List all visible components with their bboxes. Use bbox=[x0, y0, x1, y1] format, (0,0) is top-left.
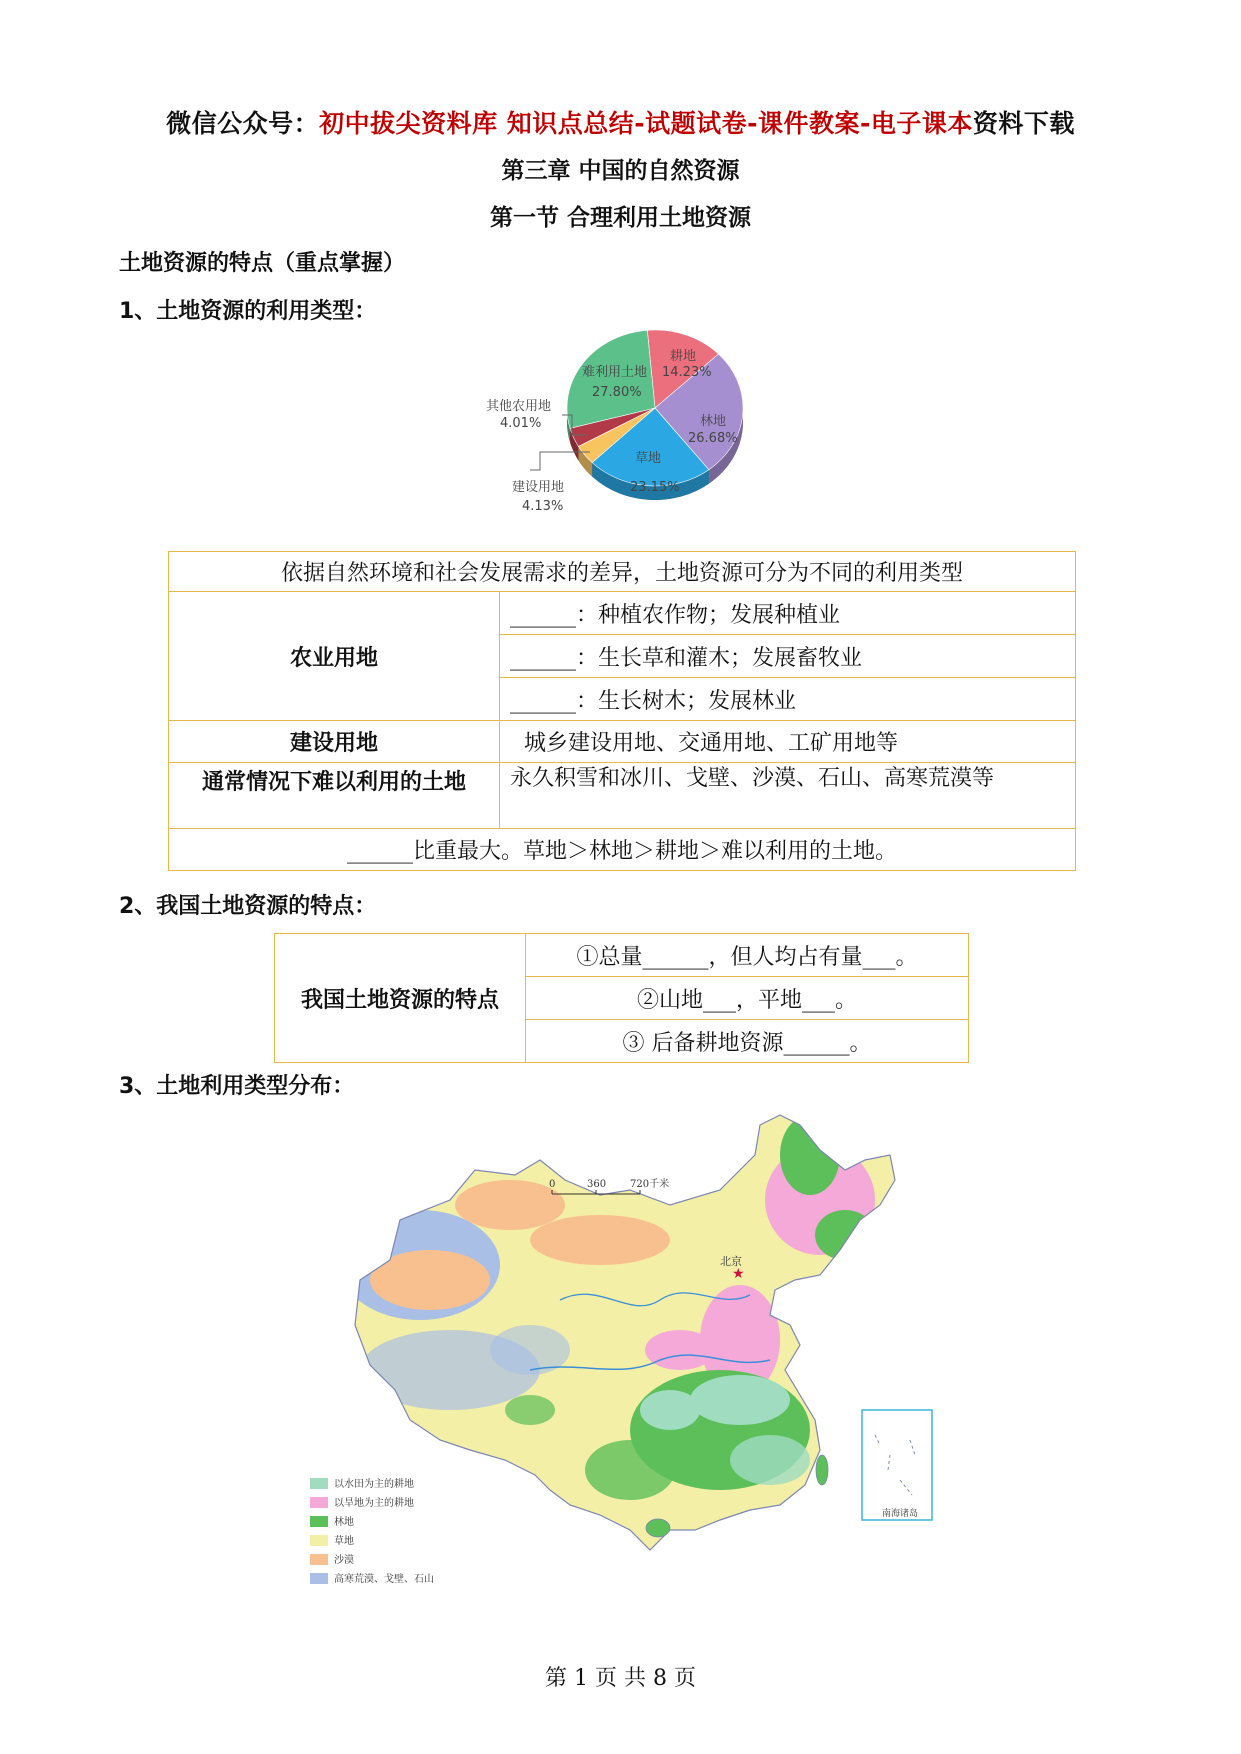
agri-row-forest: ______：生长树木；发展林业 bbox=[500, 678, 1076, 721]
pie-label-hard: 难利用土地 bbox=[582, 365, 648, 380]
pie-value-construction: 4.13% bbox=[522, 499, 564, 514]
build-label: 建设用地 bbox=[169, 721, 500, 763]
topic-heading: 土地资源的特点（重点掌握） bbox=[119, 251, 406, 276]
page-footer: 第 1 页 共 8 页 bbox=[545, 1666, 696, 1691]
scale-zero: 0 bbox=[549, 1179, 556, 1190]
pie-label-other-agri: 其他农用地 bbox=[486, 399, 552, 414]
hard-land-value: 永久积雪和冰川、戈壁、沙漠、石山、高寒荒漠等 bbox=[500, 763, 1076, 829]
heading-characteristics: 2、我国土地资源的特点： bbox=[119, 894, 377, 919]
characteristic-2: ②山地___，平地___。 bbox=[526, 977, 969, 1020]
heading-land-use-types: 1、土地资源的利用类型： bbox=[119, 299, 377, 324]
pie-label-farmland: 耕地 bbox=[670, 349, 697, 364]
header-highlight: 初中拔尖资料库 知识点总结-试题试卷-课件教案-电子课本 bbox=[319, 109, 973, 138]
pie-label-grassland: 草地 bbox=[635, 451, 662, 466]
table1-intro: 依据自然环境和社会发展需求的差异，土地资源可分为不同的利用类型 bbox=[169, 552, 1076, 592]
legend-swatch-grass bbox=[310, 1535, 328, 1546]
capital-label: 北京 bbox=[720, 1255, 742, 1268]
pie-value-hard: 27.80% bbox=[592, 385, 642, 400]
legend-swatch-desert bbox=[310, 1554, 328, 1565]
south-sea-inset bbox=[862, 1410, 932, 1520]
agri-row-grassland: ______：生长草和灌木；发展畜牧业 bbox=[500, 635, 1076, 678]
pie-value-other-agri: 4.01% bbox=[500, 416, 542, 431]
chapter-title: 第三章 中国的自然资源 bbox=[501, 158, 740, 184]
pie-value-forest: 26.68% bbox=[688, 431, 738, 446]
characteristic-3: ③ 后备耕地资源______。 bbox=[526, 1020, 969, 1063]
pie-value-farmland: 14.23% bbox=[662, 365, 712, 380]
legend-swatch-alpine bbox=[310, 1573, 328, 1584]
pie-value-grassland: 23.15% bbox=[630, 480, 680, 495]
characteristics-table bbox=[274, 933, 969, 1063]
table1-summary: ______比重最大。草地＞林地＞耕地＞难以利用的土地。 bbox=[169, 829, 1076, 871]
inset-label: 南海诸岛 bbox=[882, 1509, 919, 1519]
header-suffix: 资料下载 bbox=[972, 109, 1075, 138]
page-header bbox=[0, 104, 1241, 140]
land-use-type-table bbox=[168, 551, 1076, 871]
characteristic-1: ①总量______，但人均占有量___。 bbox=[526, 934, 969, 977]
pie-label-construction: 建设用地 bbox=[512, 480, 565, 495]
legend-label-paddy: 以水田为主的耕地 bbox=[334, 1479, 414, 1490]
capital-star-icon: ★ bbox=[732, 1266, 745, 1282]
heading-distribution: 3、土地利用类型分布： bbox=[119, 1074, 355, 1099]
legend-swatch-paddy bbox=[310, 1478, 328, 1489]
land-use-map bbox=[300, 1110, 960, 1605]
legend-swatch-dryland bbox=[310, 1497, 328, 1508]
hard-land-label: 通常情况下难以利用的土地 bbox=[169, 763, 500, 829]
section-title: 第一节 合理利用土地资源 bbox=[489, 205, 751, 231]
legend-label-forest: 林地 bbox=[334, 1517, 354, 1528]
land-use-pie-chart bbox=[470, 330, 800, 530]
legend-label-grass: 草地 bbox=[334, 1536, 354, 1547]
scale-360: 360 bbox=[587, 1179, 607, 1190]
scale-720: 720千米 bbox=[630, 1179, 670, 1190]
agri-row-cropland: ______：种植农作物；发展种植业 bbox=[500, 592, 1076, 635]
agri-label: 农业用地 bbox=[169, 592, 500, 721]
pie-label-forest: 林地 bbox=[700, 414, 727, 429]
taiwan-island bbox=[816, 1455, 828, 1485]
legend-swatch-forest bbox=[310, 1516, 328, 1527]
characteristics-label: 我国土地资源的特点 bbox=[275, 934, 526, 1063]
hainan-island bbox=[646, 1519, 670, 1537]
map-legend bbox=[310, 1477, 434, 1585]
header-prefix: 微信公众号： bbox=[166, 109, 320, 138]
build-value: 城乡建设用地、交通用地、工矿用地等 bbox=[500, 721, 1076, 763]
legend-label-dryland: 以旱地为主的耕地 bbox=[334, 1498, 414, 1509]
legend-label-alpine: 高寒荒漠、戈壁、石山 bbox=[334, 1574, 434, 1585]
legend-label-desert: 沙漠 bbox=[334, 1555, 354, 1566]
